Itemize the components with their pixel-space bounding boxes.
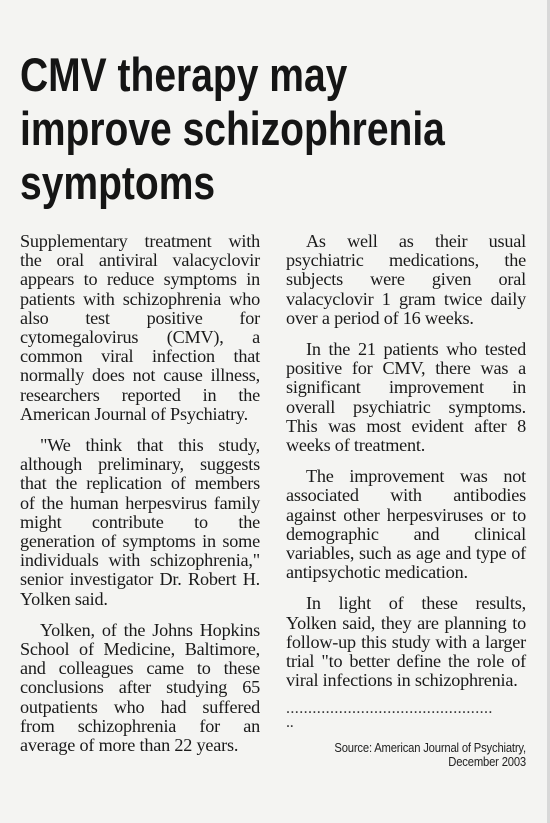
paragraph-quote: "We think that this study, although preliminary, suggests that the replication of members of the human herpesvirus family might contribute to the generation of symptoms in some individuals with schizophrenia," senior investigator Dr. Robert H. Yolken said. (20, 435, 260, 609)
article-headline (20, 48, 443, 210)
paragraph-study: Yolken, of the Johns Hopkins School of Medicine, Baltimore, and colleagues came to these conclusions after studying 65 outpatients who had suffered from schizophrenia for an average of more than 22 years. (20, 619, 260, 756)
paragraph-intro: Supplementary treatment with the oral antiviral valacyclovir appears to reduce symptoms in patients with schizophrenia who also test positive for cytomegalovirus (CMV), a common viral infection that normally does not cause illness, researchers reported in the American Journal of Psychiatry. (20, 231, 260, 424)
paragraph-future: In light of these results, Yolken said, they are planning to follow-up this study with a larger trial "to better define the role of viral infections in schizophrenia. (286, 593, 526, 691)
paragraph-treatment: As well as their usual psychiatric medications, the subjects were given oral valacyclovir 1 gram twice daily over a period of 16 weeks. (286, 231, 526, 328)
article-body (20, 232, 526, 769)
dotted-separator-end: .. (286, 714, 294, 732)
column-left (20, 232, 260, 769)
source-line-1: Source: American Journal of Psychiatry, (334, 741, 526, 756)
paragraph-improvement: The improvement was not associated with antibodies against other herpesviruses or to demographic and clinical variables, such as age and type of antipsychotic medication. (286, 466, 526, 583)
source-credit (310, 742, 526, 769)
paragraph-results: In the 21 patients who tested positive for CMV, there was a significant improvement in overall psychiatric symptoms. This was most evident after 8 weeks of treatment. (286, 339, 526, 456)
headline-line-2: improve schizophrenia (20, 102, 445, 155)
headline-line-3: symptoms (20, 156, 216, 209)
column-right (286, 232, 526, 769)
headline-line-1: CMV therapy may (20, 48, 348, 101)
dotted-separator: ............................................... (286, 702, 493, 717)
source-line-2: December 2003 (448, 754, 526, 769)
